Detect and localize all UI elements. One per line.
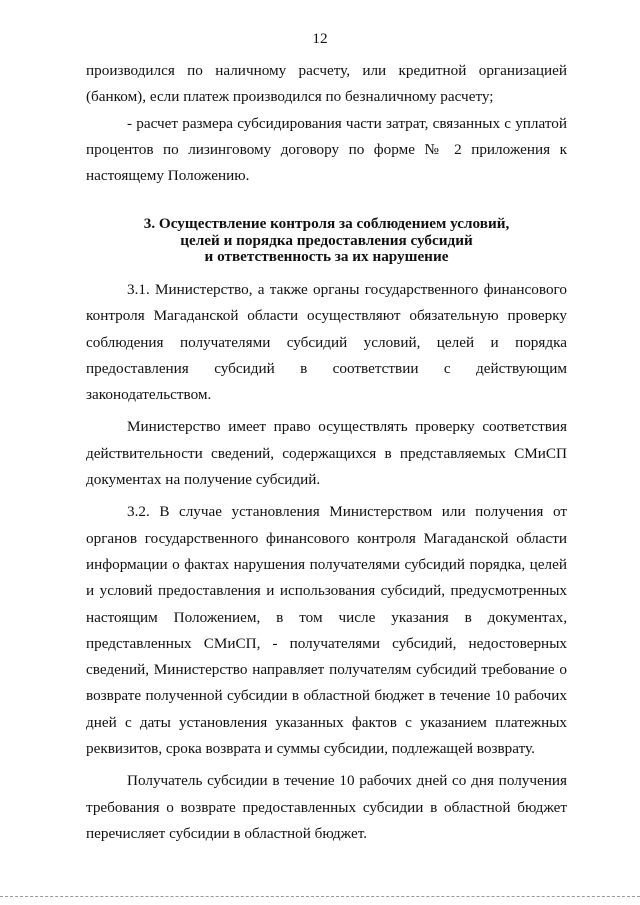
section-heading-line-3: и ответственность за их нарушение xyxy=(204,248,449,266)
page-content xyxy=(86,58,567,847)
section-heading-line-1: 3. Осуществление контроля за соблюдением условий, xyxy=(143,215,510,233)
paragraph-3-2: 3.2. В случае установления Министерством или получения от органов государственного финансового контроля Магаданской области информации о фактах нарушения получателями субсидий порядка, целей и условий предоставления и использования субсидий, предусмотренных настоящим Положением, в том числе указания в документах, представленных СМиСП, - получателями субсидий, недостоверных сведений, Министерство направляет получателям субсидий требование о возврате полученной субсидии в областной бюджет в течение 10 рабочих дней с даты установления указанных фактов с указанием платежных реквизитов, срока возврата и суммы субсидии, подлежащей возврату. xyxy=(86,503,567,758)
paragraph-continuation: производился по наличному расчету, или кредитной организацией (банком), если платеж производился по безналичному расчету; xyxy=(86,62,567,106)
page-number: 12 xyxy=(312,30,328,47)
paragraph-verification-right: Министерство имеет право осуществлять проверку соответствия действительности сведений, содержащихся в представляемых СМиСП документах на получение субсидий. xyxy=(86,418,567,489)
section-heading xyxy=(86,216,567,266)
paragraph-leasing-calculation: - расчет размера субсидирования части затрат, связанных с уплатой процентов по лизинговому договору по форме № 2 приложения к настоящему Положению. xyxy=(86,114,567,185)
scan-edge-line xyxy=(0,896,640,897)
paragraph-3-1: 3.1. Министерство, а также органы государственного финансового контроля Магаданской области осуществляют обязательную проверку соблюдения получателями субсидий условий, целей и порядка предоставления субсидий в соответствии с действующим законодательством. xyxy=(86,280,567,404)
paragraph-refund: Получатель субсидии в течение 10 рабочих дней со дня получения требования о возврате предоставленных субсидии в областной бюджет перечисляет субсидии в областной бюджет. xyxy=(86,772,567,842)
section-heading-line-2: целей и порядка предоставления субсидий xyxy=(180,231,473,249)
